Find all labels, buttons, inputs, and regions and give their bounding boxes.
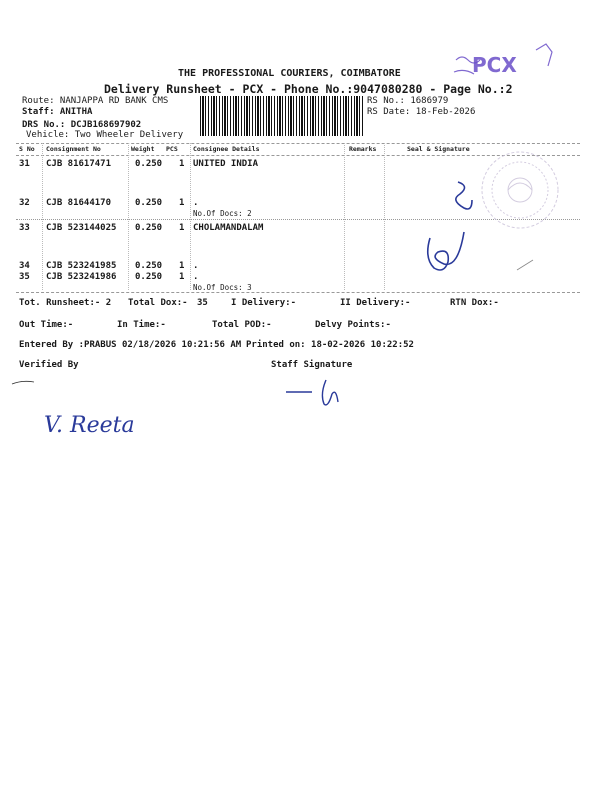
col-consignment: Consignment No — [46, 145, 101, 153]
vehicle-label: Vehicle: Two Wheeler Delivery — [26, 130, 184, 140]
row-consignee: . — [193, 198, 199, 208]
total-pod: Total POD:- — [212, 320, 272, 330]
row-consignment: CJB 81617471 — [46, 159, 112, 169]
signature-mark-32 — [448, 178, 478, 212]
col-remarks: Remarks — [349, 145, 377, 153]
out-time: Out Time:- — [19, 320, 74, 330]
row-weight: 0.250 — [135, 223, 163, 233]
col-consignee: Consignee Details — [193, 145, 260, 153]
row-weight: 0.250 — [135, 159, 163, 169]
total-dox-label: Total Dox:- — [128, 298, 188, 308]
row-consignee: . — [193, 272, 199, 282]
delvy-points: Delvy Points:- — [315, 320, 391, 330]
row-sno: 35 — [19, 272, 30, 282]
seal-stamp — [478, 148, 562, 232]
row-pcs: 1 — [179, 261, 185, 271]
col-seal-signature: Seal & Signature — [407, 145, 470, 153]
row-consignee: CHOLAMANDALAM — [193, 223, 264, 233]
row-consignee: . — [193, 261, 199, 271]
row-note: No.Of Docs: 3 — [193, 283, 252, 292]
pen-stroke — [515, 258, 535, 272]
staff-label: Staff: ANITHA — [22, 107, 93, 117]
row-weight: 0.250 — [135, 272, 163, 282]
row-note: No.Of Docs: 2 — [193, 209, 252, 218]
total-dox-value: 35 — [197, 298, 208, 308]
verified-signature — [40, 398, 150, 442]
runsheet-title: Delivery Runsheet - PCX - Phone No.:9047080280 - Page No.:2 — [104, 82, 513, 96]
row-sno: 31 — [19, 159, 30, 169]
in-time: In Time:- — [117, 320, 166, 330]
row-sno: 33 — [19, 223, 30, 233]
row-sno: 34 — [19, 261, 30, 271]
col-pcs: PCS — [166, 145, 178, 153]
entered-by: Entered By :PRABUS 02/18/2026 10:21:56 AM — [19, 340, 242, 350]
row-pcs: 1 — [179, 223, 185, 233]
barcode — [200, 96, 365, 136]
row-consignment: CJB 523241985 — [46, 261, 117, 271]
signature-mark-33 — [418, 228, 468, 276]
route-label: Route: NANJAPPA RD BANK CMS — [22, 96, 169, 106]
row-weight: 0.250 — [135, 198, 163, 208]
staff-signature-scribble — [282, 378, 362, 408]
ii-delivery: II Delivery:- — [340, 298, 411, 308]
row-pcs: 1 — [179, 198, 185, 208]
staff-signature-label: Staff Signature — [271, 360, 353, 370]
row-pcs: 1 — [179, 159, 185, 169]
company-title: THE PROFESSIONAL COURIERS, COIMBATORE — [178, 68, 401, 79]
row-consignment: CJB 523144025 — [46, 223, 117, 233]
pcx-stamp-logo — [450, 42, 560, 84]
rtn-dox: RTN Dox:- — [450, 298, 499, 308]
row-sno: 32 — [19, 198, 30, 208]
pen-stroke — [10, 378, 36, 386]
pcx-stamp-text: PCX — [472, 53, 517, 77]
rs-date: RS Date: 18-Feb-2026 — [367, 107, 476, 117]
row-consignment: CJB 523241986 — [46, 272, 117, 282]
row-consignment: CJB 81644170 — [46, 198, 112, 208]
tot-runsheet: Tot. Runsheet:- 2 — [19, 298, 112, 308]
row-pcs: 1 — [179, 272, 185, 282]
verified-signature-text: V. Reeta — [44, 413, 135, 438]
col-sno: S No — [19, 145, 35, 153]
drs-number: DRS No.: DCJB168697902 — [22, 120, 142, 130]
rs-number: RS No.: 1686979 — [367, 96, 449, 106]
i-delivery: I Delivery:- — [231, 298, 297, 308]
printed-on: Printed on: 18-02-2026 10:22:52 — [246, 340, 414, 350]
verified-by-label: Verified By — [19, 360, 79, 370]
row-consignee: UNITED INDIA — [193, 159, 259, 169]
row-weight: 0.250 — [135, 261, 163, 271]
col-weight: Weight — [131, 145, 155, 153]
